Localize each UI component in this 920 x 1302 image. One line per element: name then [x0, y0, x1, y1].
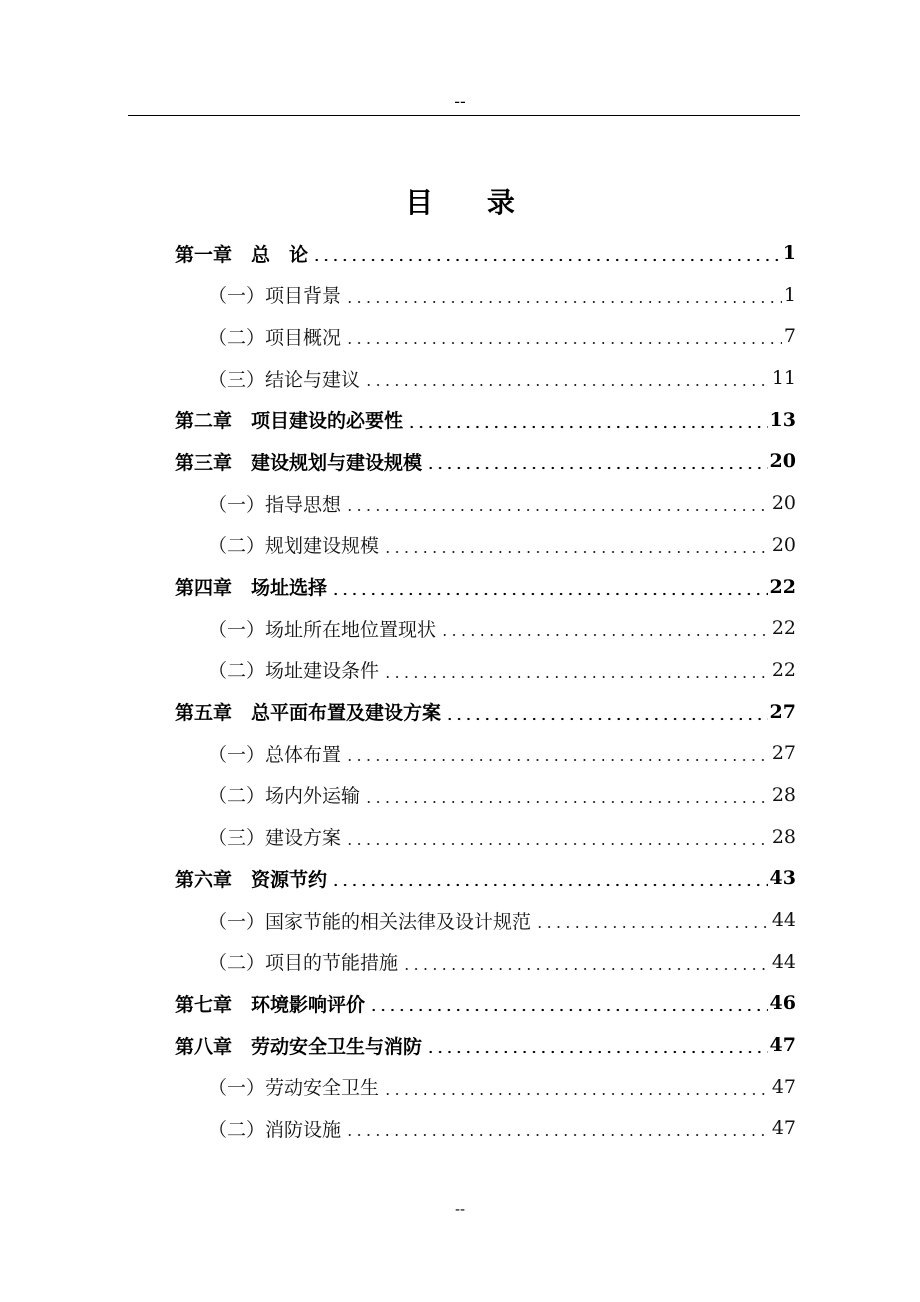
toc-entry-label: （一）总体布置: [208, 743, 342, 766]
dot-leader: [369, 993, 768, 1013]
dot-leader: [364, 368, 770, 388]
dot-leader: [383, 535, 770, 555]
toc-entry-page: 7: [783, 325, 796, 348]
dot-leader: [331, 868, 768, 888]
toc-entry-chapter-5[interactable]: [0, 691, 920, 733]
toc-entry-label: （一）劳动安全卫生: [208, 1077, 380, 1100]
toc-entry-page: 22: [769, 575, 796, 598]
dot-leader: [402, 952, 770, 972]
toc-entry-label: 第七章 环境影响评价: [175, 993, 366, 1016]
dot-leader: [426, 451, 768, 471]
toc-entry-label: （二）场址建设条件: [208, 660, 380, 683]
toc-entry-chapter-3[interactable]: [0, 440, 920, 482]
toc-entry-page: 47: [771, 1075, 796, 1098]
dot-leader: [345, 743, 770, 763]
toc-entry-label: 第四章 场址选择: [175, 577, 328, 599]
dot-leader: [407, 410, 768, 430]
toc-entry-section[interactable]: [0, 899, 920, 941]
toc-entry-label: 第五章 总平面布置及建设方案: [175, 702, 442, 725]
toc-entry-page: 22: [771, 658, 796, 681]
toc-entry-section[interactable]: [0, 774, 920, 816]
toc-entry-chapter-1[interactable]: [0, 232, 920, 274]
toc-entry-page: 28: [771, 825, 796, 848]
toc-entry-page: 44: [771, 909, 796, 931]
dot-leader: [331, 577, 768, 597]
toc-entry-page: 47: [769, 1034, 796, 1057]
toc-entry-section[interactable]: [0, 732, 920, 774]
toc-entry-page: 46: [769, 992, 796, 1015]
toc-entry-page: 27: [769, 700, 796, 723]
toc-entry-page: 44: [771, 950, 796, 973]
dot-leader: [445, 702, 768, 722]
toc-entry-label: 第六章 资源节约: [175, 868, 328, 891]
toc-title: 目 录: [405, 186, 515, 219]
toc-entry-page: 47: [771, 1117, 796, 1140]
toc-entry-section[interactable]: [0, 649, 920, 691]
toc-entry-label: （三）建设方案: [208, 827, 342, 850]
toc-entry-page: 1: [782, 242, 796, 264]
dot-leader: [345, 493, 770, 513]
toc-entry-section[interactable]: [0, 524, 920, 566]
toc-entry-section[interactable]: [0, 482, 920, 524]
dot-leader: [440, 618, 770, 638]
toc-entry-page: 20: [771, 533, 796, 556]
toc-entry-section[interactable]: [0, 274, 920, 316]
toc-entry-label: 第二章 项目建设的必要性: [175, 410, 404, 433]
toc-entry-chapter-6[interactable]: [0, 857, 920, 899]
toc-entry-page: 28: [771, 783, 796, 806]
toc-entry-label: 第八章 劳动安全卫生与消防: [175, 1035, 423, 1058]
dot-leader: [345, 326, 782, 346]
toc-entry-section[interactable]: [0, 1107, 920, 1149]
dot-leader: [383, 1077, 770, 1097]
toc-entry-section[interactable]: [0, 816, 920, 858]
toc-entry-page: 22: [771, 617, 796, 640]
toc-entry-section[interactable]: [0, 357, 920, 399]
toc-entry-section[interactable]: [0, 941, 920, 983]
dot-leader: [345, 827, 770, 847]
toc-entry-label: （一）项目背景: [208, 285, 342, 308]
toc-entry-label: （一）指导思想: [208, 493, 342, 516]
page-header-mark: --: [454, 92, 466, 111]
toc-entry-label: 第一章 总 论: [175, 243, 309, 266]
toc-entry-page: 20: [771, 492, 796, 515]
toc-entry-page: 11: [771, 367, 796, 390]
dot-leader: [345, 1118, 770, 1138]
dot-leader: [383, 660, 770, 680]
toc-entry-label: （一）国家节能的相关法律及设计规范: [208, 910, 532, 933]
toc-entry-page: 43: [769, 867, 796, 890]
toc-entry-chapter-7[interactable]: [0, 982, 920, 1024]
toc-entry-page: 20: [769, 450, 796, 473]
dot-leader: [312, 243, 781, 263]
toc-entry-chapter-4[interactable]: [0, 566, 920, 608]
toc-entry-label: 第三章 建设规划与建设规模: [175, 451, 423, 474]
toc-list: [0, 232, 920, 1149]
dot-leader: [535, 910, 770, 930]
toc-entry-chapter-2[interactable]: [0, 399, 920, 441]
toc-entry-label: （二）消防设施: [208, 1118, 342, 1141]
page-footer-mark: --: [454, 1202, 466, 1218]
toc-entry-section[interactable]: [0, 607, 920, 649]
toc-entry-label: （二）场内外运输: [208, 785, 361, 808]
header-rule: [128, 115, 800, 116]
toc-entry-section[interactable]: [0, 315, 920, 357]
toc-entry-page: 1: [783, 283, 796, 306]
toc-entry-section[interactable]: [0, 1066, 920, 1108]
toc-entry-label: （二）项目概况: [208, 326, 342, 349]
dot-leader: [364, 785, 770, 805]
toc-entry-page: 13: [769, 408, 796, 431]
toc-entry-chapter-8[interactable]: [0, 1024, 920, 1066]
dot-leader: [426, 1035, 768, 1055]
toc-entry-label: （一）场址所在地位置现状: [208, 618, 437, 641]
toc-entry-label: （二）项目的节能措施: [208, 952, 399, 975]
toc-entry-label: （二）规划建设规模: [208, 535, 380, 558]
toc-entry-label: （三）结论与建议: [208, 368, 361, 391]
toc-entry-page: 27: [771, 742, 796, 765]
dot-leader: [345, 285, 782, 305]
